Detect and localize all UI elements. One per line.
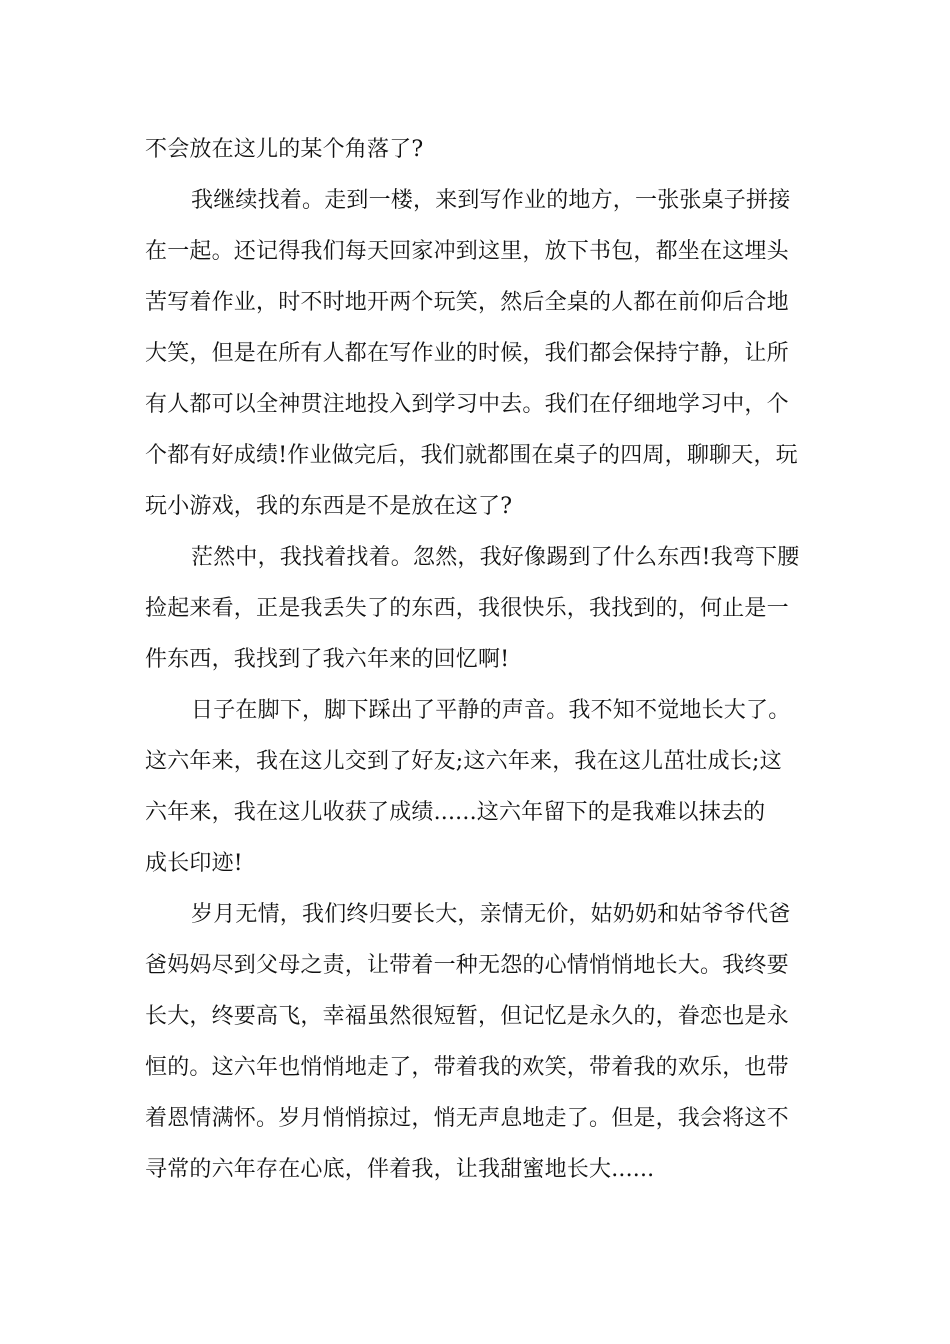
text-line: 着恩情满怀。岁月悄悄掠过，悄无声息地走了。但是，我会将这不	[145, 1106, 789, 1131]
text-line: 成长印迹!	[145, 851, 243, 876]
text-line: 不会放在这儿的某个角落了?	[145, 137, 424, 162]
text-line: 长大，终要高飞，幸福虽然很短暂，但记忆是永久的，眷恋也是永	[145, 1004, 789, 1029]
text-line: 件东西，我找到了我六年来的回忆啊!	[145, 647, 510, 672]
document-body	[145, 124, 813, 1195]
text-line: 茫然中，我找着找着。忽然，我好像踢到了什么东西!我弯下腰	[191, 545, 800, 570]
text-line: 玩小游戏，我的东西是不是放在这了?	[145, 494, 513, 519]
paragraph-growing-up	[145, 685, 813, 889]
text-line: 大笑，但是在所有人都在写作业的时候，我们都会保持宁静，让所	[145, 341, 789, 366]
text-line: 岁月无情，我们终归要长大，亲情无价，姑奶奶和姑爷爷代爸	[191, 902, 791, 927]
text-line: 恒的。这六年也悄悄地走了，带着我的欢笑，带着我的欢乐，也带	[145, 1055, 789, 1080]
text-line: 在一起。还记得我们每天回家冲到这里，放下书包，都坐在这埋头	[145, 239, 789, 264]
text-line: 捡起来看，正是我丢失了的东西，我很快乐，我找到的，何止是一	[145, 596, 789, 621]
text-line: 个都有好成绩!作业做完后，我们就都围在桌子的四周，聊聊天，玩	[145, 443, 798, 468]
text-line: 六年来，我在这儿收获了成绩......这六年留下的是我难以抹去的	[145, 800, 766, 825]
paragraph-found-item	[145, 532, 813, 685]
paragraph-searching-first-floor	[145, 175, 813, 532]
text-line: 苦写着作业，时不时地开两个玩笑，然后全桌的人都在前仰后合地	[145, 290, 789, 315]
text-line: 爸妈妈尽到父母之责，让带着一种无怨的心情悄悄地长大。我终要	[145, 953, 789, 978]
paragraph-conclusion	[145, 889, 813, 1195]
text-line: 有人都可以全神贯注地投入到学习中去。我们在仔细地学习中，个	[145, 392, 789, 417]
text-line: 这六年来，我在这儿交到了好友;这六年来，我在这儿茁壮成长;这	[145, 749, 782, 774]
text-line: 日子在脚下，脚下踩出了平静的声音。我不知不觉地长大了。	[191, 698, 791, 723]
text-line: 我继续找着。走到一楼，来到写作业的地方，一张张桌子拼接	[191, 188, 791, 213]
text-line: 寻常的六年存在心底，伴着我，让我甜蜜地长大......	[145, 1157, 655, 1182]
paragraph-continuation	[145, 124, 813, 175]
